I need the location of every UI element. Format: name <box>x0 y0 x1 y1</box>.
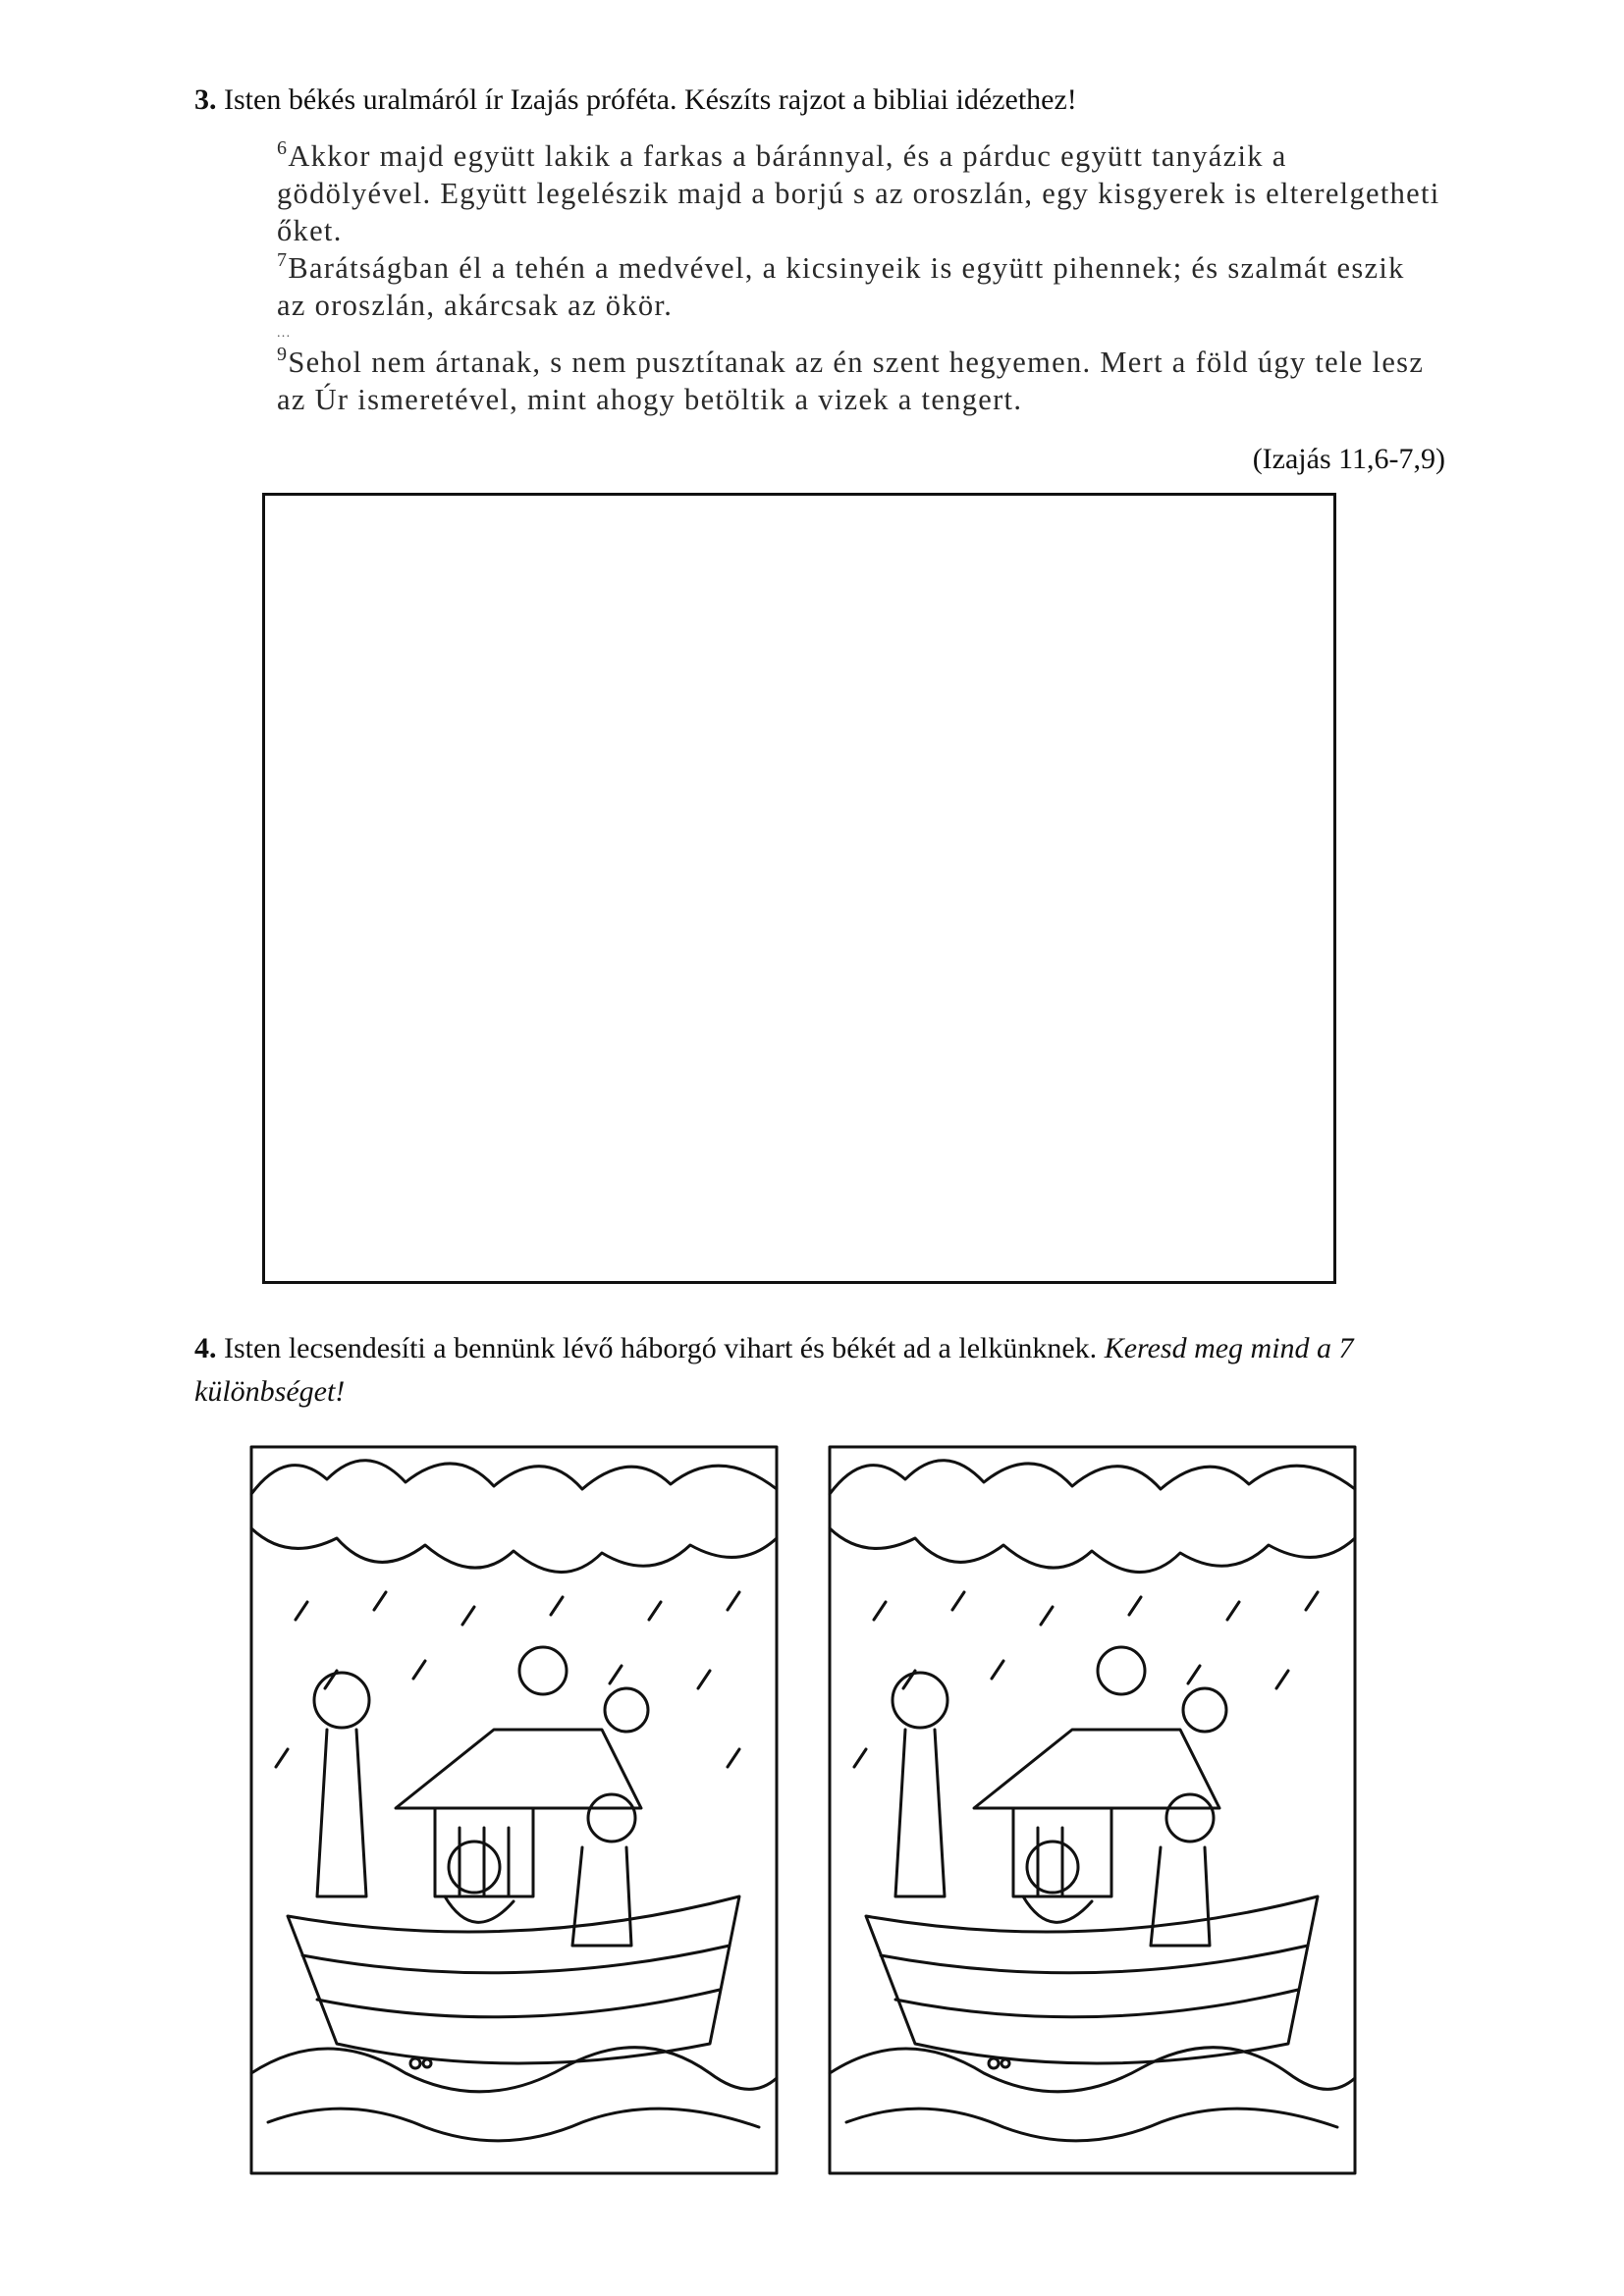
task4-instruction: Isten lecsendesíti a bennünk lévő háborgó vihart és békét ad a lelkünknek. <box>224 1332 1098 1364</box>
storm-boat-illustration <box>827 1435 1358 2183</box>
task3-heading <box>194 80 1432 120</box>
task3-number: 3. <box>194 83 217 116</box>
verse-7 <box>194 249 1441 324</box>
task3-instruction: Isten békés uralmáról ír Izajás próféta. Készíts rajzot a bibliai idézethez! <box>224 83 1077 116</box>
verse-number: 9 <box>277 344 289 365</box>
bible-citation: (Izajás 11,6-7,9) <box>1252 443 1445 475</box>
task4-number: 4. <box>194 1332 217 1364</box>
storm-boat-picture-right[interactable] <box>827 1435 1358 2183</box>
verse-text: Barátságban él a tehén a medvével, a kicsinyeik is együtt pihennek; és szalmát eszik az oroszlán, akárcsak az ökör. <box>277 251 1405 322</box>
verse-text: Sehol nem ártanak, s nem pusztítanak az én szent hegyemen. Mert a föld úgy tele lesz az Úr ismeretével, mint ahogy betöltik a vizek a tengert. <box>277 346 1425 416</box>
storm-boat-picture-left[interactable] <box>248 1435 780 2183</box>
drawing-area[interactable] <box>262 493 1336 1284</box>
verse-text: Akkor majd együtt lakik a farkas a báránnyal, és a párduc együtt tanyázik a gödölyével. Együtt legelészik majd a borjú s az oroszlán, egy kisgyerek is elterelgetheti őket. <box>277 139 1440 247</box>
task4-heading <box>194 1327 1441 1414</box>
verse-9 <box>194 344 1441 418</box>
task4-instruction-italic: Keresd meg mind a 7 különbséget! <box>194 1332 1354 1408</box>
verse-number: 6 <box>277 137 289 159</box>
verse-number: 7 <box>277 249 289 271</box>
omission-mark: ... <box>277 326 292 341</box>
bible-quote <box>194 137 1441 418</box>
storm-boat-illustration <box>248 1435 780 2183</box>
verse-6 <box>194 137 1441 249</box>
